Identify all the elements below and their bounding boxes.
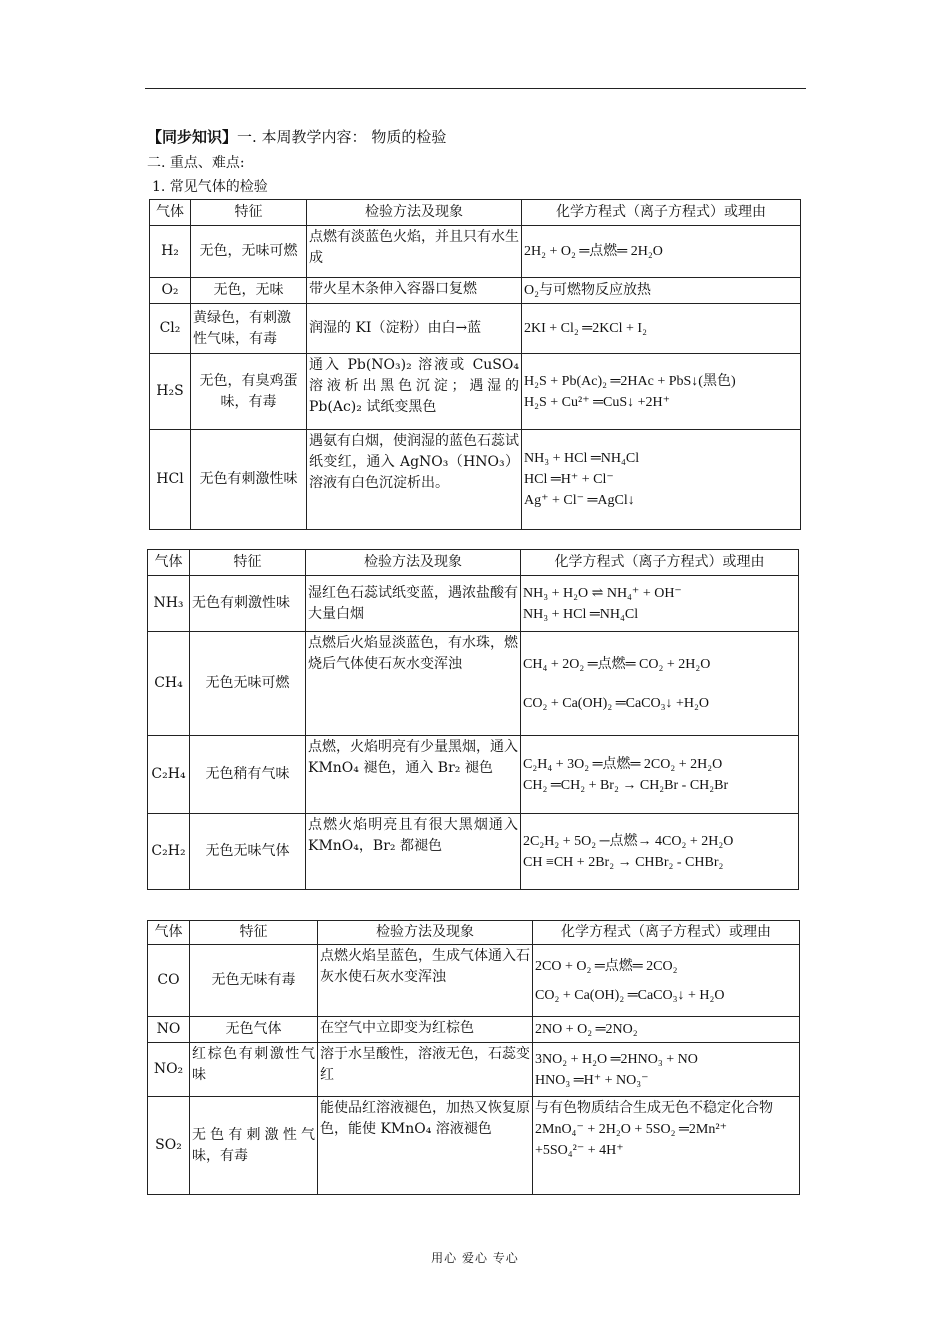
gas-table-3 (147, 920, 800, 1195)
equation: CH₂ ═CH₂ + Br₂ → CH₂Br - CH₂Br (523, 777, 729, 793)
gas-name: C₂H₄ (148, 736, 190, 814)
table-row (148, 945, 800, 1017)
equation: CH ≡CH + 2Br₂ → CHBr₂ - CHBr₂ (523, 854, 724, 870)
test-method: 通入 Pb(NO₃)₂ 溶液或 CuSO₄ 溶液析出黑色沉淀；遇湿的 Pb(Ac)₂ 试纸变黑色 (307, 354, 522, 430)
section-heading (147, 126, 446, 147)
equation: Ag⁺ + Cl⁻ ═AgCl↓ (524, 493, 635, 508)
gas-table-1 (149, 199, 801, 530)
equation-cell (533, 1043, 800, 1097)
equation-cell (533, 945, 800, 1017)
equation: C₂H₄ + 3O₂ ═点燃═ 2CO₂ + 2H₂O (523, 756, 723, 772)
test-method: 点燃火焰呈蓝色，生成气体通入石灰水使石灰水变浑浊 (318, 945, 533, 1017)
equation: H₂S + Cu²⁺ ═CuS↓ +2H⁺ (524, 394, 671, 410)
table-row (148, 736, 799, 814)
header-feature: 特征 (191, 200, 307, 226)
test-method: 湿红色石蕊试纸变蓝，遇浓盐酸有大量白烟 (306, 576, 521, 632)
equation-cell (521, 736, 799, 814)
table-row (150, 304, 801, 354)
gas-feature: 黄绿色，有刺激性气味，有毒 (191, 304, 307, 354)
header-method: 检验方法及现象 (306, 550, 521, 576)
table-row (148, 632, 799, 736)
gas-name: H₂S (150, 354, 191, 430)
gas-feature: 无色，无味可燃 (191, 226, 307, 278)
gas-feature: 无色无味有毒 (190, 945, 318, 1017)
header-method: 检验方法及现象 (307, 200, 522, 226)
equation: 3NO₂ + H₂O ═2HNO₃ + NO (535, 1051, 698, 1067)
table-header-row (148, 921, 800, 945)
section-2-title: 二. 重点、难点: (147, 155, 245, 171)
gas-name: H₂ (150, 226, 191, 278)
gas-name: NH₃ (148, 576, 190, 632)
header-method: 检验方法及现象 (318, 921, 533, 945)
gas-feature: 无色稍有气味 (190, 736, 306, 814)
equation: 2H₂ + O₂ ═点燃═ 2H₂O (524, 244, 663, 259)
heading-bracket: 【同步知识】 (147, 128, 238, 146)
table-header-row (150, 200, 801, 226)
equation: HNO₃ ═H⁺ + NO₃⁻ (535, 1072, 649, 1088)
table-header-row (148, 550, 799, 576)
page-footer: 用心 爱心 专心 (431, 1251, 519, 1265)
table-row (148, 1097, 800, 1195)
table-row (148, 1017, 800, 1043)
header-gas: 气体 (148, 550, 190, 576)
test-method: 点燃后火焰显淡蓝色，有水珠，燃烧后气体使石灰水变浑浊 (306, 632, 521, 736)
gas-feature: 无色，有臭鸡蛋味，有毒 (191, 354, 307, 430)
test-method: 遇氨有白烟，使润湿的蓝色石蕊试纸变红，通入 AgNO₃（HNO₃）溶液有白色沉淀析出。 (307, 430, 522, 530)
equation-cell (533, 1097, 800, 1195)
table-row (148, 814, 799, 890)
equation: 2KI + Cl₂ ═2KCl + I₂ (524, 321, 647, 336)
gas-feature: 无色无味可燃 (190, 632, 306, 736)
equation: H₂S + Pb(Ac)₂ ═2HAc + PbS↓(黑色) (524, 373, 736, 389)
equation: NH₃ + H₂O ⇌ NH₄⁺ + OH⁻ (523, 585, 682, 601)
heading-content: 一. 本周教学内容： 物质的检验 (237, 128, 447, 146)
section-2-1-title: 1. 常见气体的检验 (152, 179, 268, 195)
header-gas: 气体 (150, 200, 191, 226)
equation: +5SO₄²⁻ + 4H⁺ (535, 1143, 624, 1158)
equation: 2CO + O₂ ═点燃═ 2CO₂ (535, 958, 678, 974)
equation-cell (521, 576, 799, 632)
header-gas: 气体 (148, 921, 190, 945)
gas-feature: 无色，无味 (191, 278, 307, 304)
gas-name: NO (148, 1017, 190, 1043)
table-row (148, 1043, 800, 1097)
gas-name: NO₂ (148, 1043, 190, 1097)
equation: CO₂ + Ca(OH)₂ ═CaCO₃↓ +H₂O (523, 695, 709, 711)
gas-table-2 (147, 549, 799, 890)
gas-name: C₂H₂ (148, 814, 190, 890)
header-feature: 特征 (190, 550, 306, 576)
table-row (150, 354, 801, 430)
test-method: 润湿的 KI（淀粉）由白→蓝 (307, 304, 522, 354)
header-equation: 化学方程式（离子方程式）或理由 (521, 550, 799, 576)
test-method: 点燃，火焰明亮有少量黑烟，通入 KMnO₄ 褪色，通入 Br₂ 褪色 (306, 736, 521, 814)
equation-cell (522, 226, 801, 278)
equation: CH₄ + 2O₂ ═点燃═ CO₂ + 2H₂O (523, 656, 711, 672)
equation: NH₃ + HCl ═NH₄Cl (523, 606, 639, 622)
equation-cell (522, 278, 801, 304)
reason-text: 与有色物质结合生成无色不稳定化合物 (535, 1100, 773, 1116)
test-method: 点燃火焰明亮且有很大黑烟通入 KMnO₄，Br₂ 都褪色 (306, 814, 521, 890)
equation: 2MnO₄⁻ + 2H₂O + 5SO₂ ═2Mn²⁺ (535, 1122, 727, 1137)
table-row (148, 576, 799, 632)
equation: 2NO + O₂ ═2NO₂ (535, 1022, 638, 1037)
test-method: 点燃有淡蓝色火焰，并且只有水生成 (307, 226, 522, 278)
equation-cell (522, 354, 801, 430)
test-method: 能使品红溶液褪色，加热又恢复原色，能使 KMnO₄ 溶液褪色 (318, 1097, 533, 1195)
test-method: 溶于水呈酸性，溶液无色，石蕊变红 (318, 1043, 533, 1097)
header-equation: 化学方程式（离子方程式）或理由 (522, 200, 801, 226)
gas-feature: 无色无味气体 (190, 814, 306, 890)
test-method: 带火星木条伸入容器口复燃 (307, 278, 522, 304)
equation: CO₂ + Ca(OH)₂ ═CaCO₃↓ + H₂O (535, 987, 725, 1003)
equation-cell (533, 1017, 800, 1043)
gas-name: SO₂ (148, 1097, 190, 1195)
equation: HCl ═H⁺ + Cl⁻ (524, 472, 614, 487)
equation-cell (522, 304, 801, 354)
equation-cell (522, 430, 801, 530)
gas-name: O₂ (150, 278, 191, 304)
gas-name: CO (148, 945, 190, 1017)
gas-feature: 无色有刺激性味 (191, 430, 307, 530)
header-feature: 特征 (190, 921, 318, 945)
gas-feature: 无色气体 (190, 1017, 318, 1043)
table-row (150, 226, 801, 278)
gas-name: Cl₂ (150, 304, 191, 354)
gas-feature: 无色有刺激性气味，有毒 (190, 1097, 318, 1195)
equation-cell (521, 632, 799, 736)
equation: NH₃ + HCl ═NH₄Cl (524, 451, 640, 466)
gas-feature: 无色有刺激性味 (190, 576, 306, 632)
gas-name: CH₄ (148, 632, 190, 736)
header-rule (145, 88, 806, 89)
test-method: 在空气中立即变为红棕色 (318, 1017, 533, 1043)
equation-cell (521, 814, 799, 890)
table-row (150, 430, 801, 530)
table-row (150, 278, 801, 304)
equation: O₂与可燃物反应放热 (524, 283, 651, 298)
header-equation: 化学方程式（离子方程式）或理由 (533, 921, 800, 945)
gas-feature: 红棕色有刺激性气味 (190, 1043, 318, 1097)
equation: 2C₂H₂ + 5O₂ ─点燃→ 4CO₂ + 2H₂O (523, 833, 734, 849)
gas-name: HCl (150, 430, 191, 530)
